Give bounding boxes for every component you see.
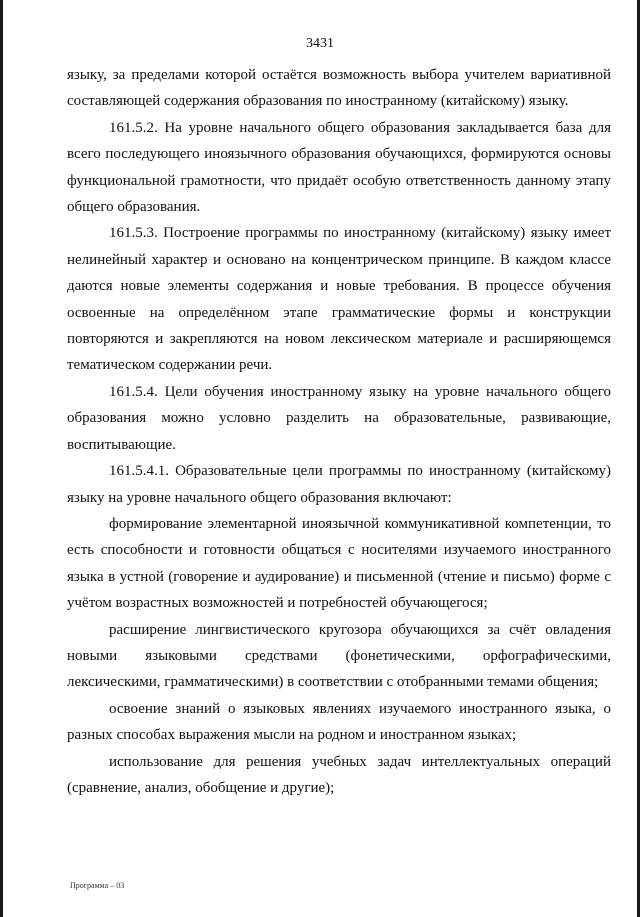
paragraph-161-5-4-1: 161.5.4.1. Образовательные цели программы по иностранному (китайскому) языку на уровне начального общего образования включают:: [67, 463, 611, 506]
paragraph-161-5-3: 161.5.3. Построение программы по иностранному (китайскому) языку имеет нелинейный характер и основано на концентрическом принципе. В каждом классе даются новые элементы содержания и новые требования. В процессе обучения освоенные на определённом этапе грамматические формы и конструкции повторяются и закрепляются на новом лексическом материале и расширяющемся тематическом содержании речи.: [67, 225, 611, 374]
footer-label: Программа – 03: [70, 881, 125, 890]
list-item-communicative-competence: формирование элементарной иноязычной коммуникативной компетенции, то есть способности и готовности общаться с носителями изучаемого иностранного языка в устной (говорение и аудирование) и письменной (чтение и письмо) форме с учётом возрастных возможностей и потребностей обучающегося;: [67, 515, 611, 612]
paragraph-161-5-4: 161.5.4. Цели обучения иностранному языку на уровне начального общего образования можно условно разделить на образовательные, развивающие, воспитывающие.: [67, 383, 611, 453]
list-item-linguistic-outlook: расширение лингвистического кругозора обучающихся за счёт овладения новыми языковыми средствами (фонетическими, орфографическими, лексическими, грамматическими) в соответствии с отобранными темами общения;: [67, 621, 611, 691]
document-body: [67, 62, 611, 801]
list-item-language-knowledge: освоение знаний о языковых явлениях изучаемого иностранного языка, о разных способах выражения мысли на родном и иностранном языках;: [67, 700, 611, 744]
page-edge-left: [0, 0, 3, 917]
paragraph-161-5-2: 161.5.2. На уровне начального общего образования закладывается база для всего последующего иноязычного образования обучающихся, формируются основы функциональной грамотности, что придаёт особую ответственность данному этапу общего образования.: [67, 119, 611, 216]
page-number: 3431: [306, 36, 334, 51]
paragraph-continuation: языку, за пределами которой остаётся возможность выбора учителем вариативной составляющей содержания образования по иностранному (китайскому) языку.: [67, 67, 611, 110]
list-item-intellectual-operations: использование для решения учебных задач интеллектуальных операций (сравнение, анализ, обобщение и другие);: [67, 753, 611, 796]
